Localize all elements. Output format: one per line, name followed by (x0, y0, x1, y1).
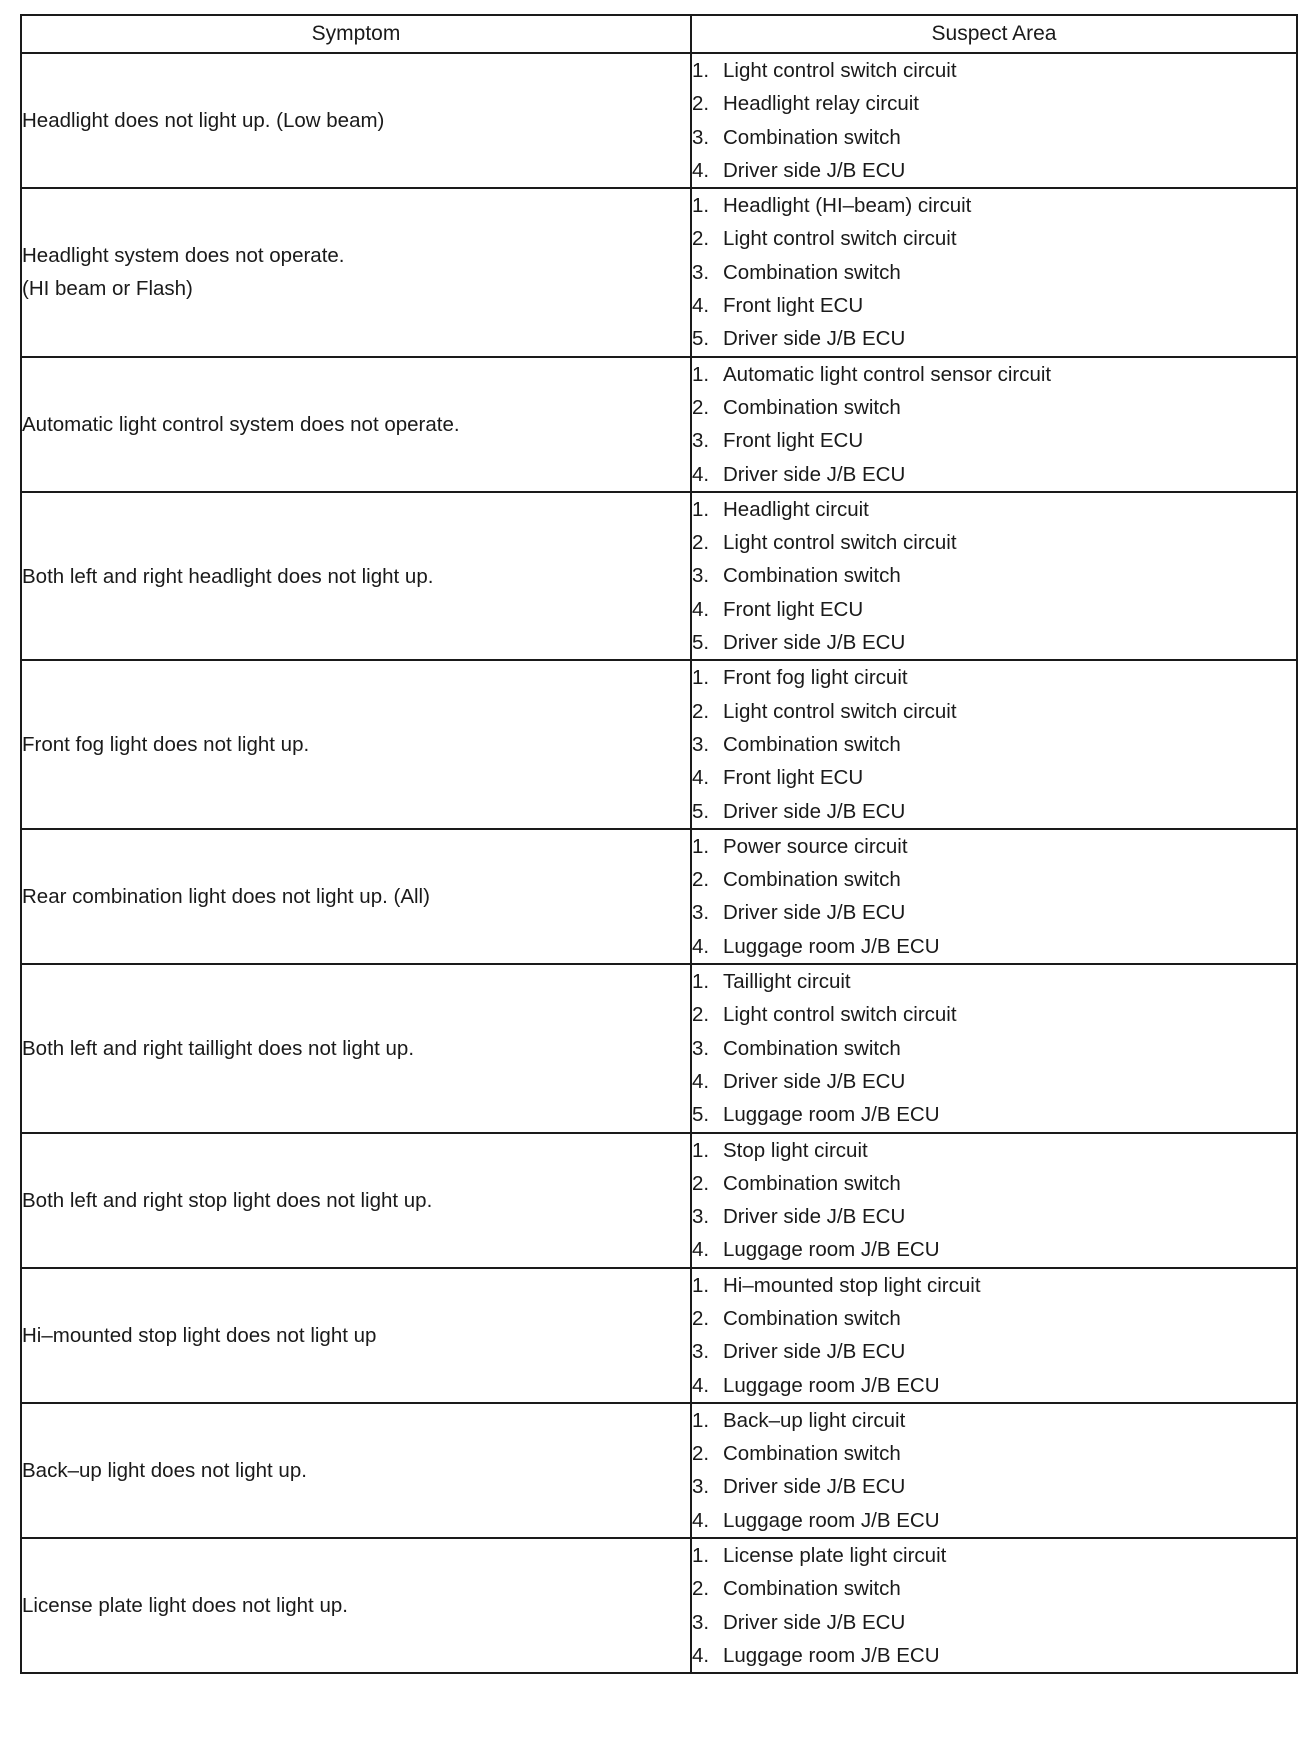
suspect-area-text: Driver side J/B ECU (723, 1069, 906, 1093)
item-number: 4. (692, 597, 710, 621)
item-number: 5. (692, 799, 710, 823)
suspect-area-list (692, 189, 1296, 355)
item-number: 3. (692, 732, 710, 756)
item-number: 2. (692, 227, 710, 251)
table-row (21, 964, 1297, 1132)
list-item (692, 728, 1296, 761)
item-number: 1. (692, 497, 710, 521)
item-number: 4. (692, 934, 710, 958)
suspect-area-text: Combination switch (723, 564, 901, 588)
suspect-area-text: Stop light circuit (723, 1138, 868, 1162)
suspect-area-text: Taillight circuit (723, 970, 851, 994)
suspect-area-list (692, 1539, 1296, 1672)
list-item (692, 1404, 1296, 1437)
item-number: 4. (692, 1069, 710, 1093)
suspect-area-cell (691, 829, 1297, 964)
list-item (692, 795, 1296, 828)
symptom-text: Hi–mounted stop light does not light up (22, 1323, 377, 1347)
list-item (692, 424, 1296, 457)
symptom-text: Front fog light does not light up. (22, 733, 310, 757)
suspect-area-text: Driver side J/B ECU (723, 158, 906, 182)
table-row (21, 1403, 1297, 1538)
symptom-text: Both left and right stop light does not light up. (22, 1188, 433, 1212)
suspect-area-text: Light control switch circuit (723, 531, 957, 555)
suspect-area-cell (691, 1403, 1297, 1538)
suspect-area-text: Hi–mounted stop light circuit (723, 1273, 981, 1297)
list-item (692, 1134, 1296, 1167)
item-number: 3. (692, 1205, 710, 1229)
list-item (692, 559, 1296, 592)
item-number: 1. (692, 1273, 710, 1297)
list-item (692, 1302, 1296, 1335)
list-item (692, 1639, 1296, 1672)
item-number: 3. (692, 1036, 710, 1060)
item-number: 3. (692, 1610, 710, 1634)
item-number: 1. (692, 1544, 710, 1568)
item-number: 1. (692, 1138, 710, 1162)
table-row (21, 188, 1297, 356)
suspect-area-cell (691, 357, 1297, 492)
list-item (692, 965, 1296, 998)
list-item (692, 493, 1296, 526)
symptom-cell (21, 829, 691, 964)
suspect-area-text: Combination switch (723, 125, 901, 149)
list-item (692, 896, 1296, 929)
list-item (692, 830, 1296, 863)
list-item (692, 1032, 1296, 1065)
list-item (692, 458, 1296, 491)
list-item (692, 222, 1296, 255)
suspect-area-text: Front light ECU (723, 597, 864, 621)
suspect-area-cell (691, 53, 1297, 188)
list-item (692, 863, 1296, 896)
item-number: 2. (692, 92, 710, 116)
list-item (692, 189, 1296, 222)
suspect-area-text: Combination switch (723, 260, 901, 284)
suspect-area-text: Driver side J/B ECU (723, 1205, 906, 1229)
symptom-cell (21, 492, 691, 660)
list-item (692, 593, 1296, 626)
suspect-area-cell (691, 1538, 1297, 1673)
list-item (692, 1065, 1296, 1098)
table-row (21, 53, 1297, 188)
list-item (692, 695, 1296, 728)
symptom-text: License plate light does not light up. (22, 1594, 348, 1618)
item-number: 4. (692, 158, 710, 182)
table-header-row (21, 15, 1297, 53)
item-number: 2. (692, 1442, 710, 1466)
suspect-area-text: Combination switch (723, 868, 901, 892)
symptom-cell (21, 1538, 691, 1673)
item-number: 1. (692, 1408, 710, 1432)
suspect-area-list (692, 1404, 1296, 1537)
symptom-text: (HI beam or Flash) (22, 277, 193, 301)
list-item (692, 322, 1296, 355)
table-row (21, 829, 1297, 964)
list-item (692, 1504, 1296, 1537)
suspect-area-text: Light control switch circuit (723, 1003, 957, 1027)
list-item (692, 358, 1296, 391)
item-number: 3. (692, 901, 710, 925)
symptom-cell (21, 964, 691, 1132)
item-number: 2. (692, 1003, 710, 1027)
suspect-area-text: Combination switch (723, 1171, 901, 1195)
suspect-area-text: Driver side J/B ECU (723, 462, 906, 486)
suspect-area-list (692, 830, 1296, 963)
item-number: 1. (692, 362, 710, 386)
list-item (692, 1572, 1296, 1605)
symptom-cell (21, 53, 691, 188)
suspect-area-text: License plate light circuit (723, 1544, 947, 1568)
suspect-area-list (692, 1269, 1296, 1402)
symptom-cell (21, 188, 691, 356)
suspect-area-column-header: Suspect Area (691, 15, 1297, 53)
suspect-area-text: Luggage room J/B ECU (723, 1508, 940, 1532)
symptom-text: Headlight system does not operate. (22, 244, 345, 268)
item-number: 3. (692, 125, 710, 149)
table-row (21, 1268, 1297, 1403)
list-item (692, 121, 1296, 154)
symptom-cell (21, 660, 691, 828)
list-item (692, 256, 1296, 289)
suspect-area-text: Back–up light circuit (723, 1408, 906, 1432)
suspect-area-text: Luggage room J/B ECU (723, 1103, 940, 1127)
item-number: 3. (692, 429, 710, 453)
item-number: 2. (692, 1171, 710, 1195)
list-item (692, 154, 1296, 187)
suspect-area-cell (691, 964, 1297, 1132)
item-number: 5. (692, 327, 710, 351)
symptom-text: Back–up light does not light up. (22, 1458, 307, 1482)
item-number: 4. (692, 1508, 710, 1532)
suspect-area-cell (691, 492, 1297, 660)
table-row (21, 492, 1297, 660)
table-row (21, 357, 1297, 492)
item-number: 2. (692, 395, 710, 419)
list-item (692, 1437, 1296, 1470)
item-number: 3. (692, 260, 710, 284)
suspect-area-list (692, 358, 1296, 491)
symptom-text: Both left and right headlight does not light up. (22, 564, 434, 588)
item-number: 4. (692, 1643, 710, 1667)
item-number: 4. (692, 462, 710, 486)
suspect-area-cell (691, 1268, 1297, 1403)
list-item (692, 391, 1296, 424)
suspect-area-text: Power source circuit (723, 834, 908, 858)
list-item (692, 1369, 1296, 1402)
suspect-area-list (692, 1134, 1296, 1267)
item-number: 4. (692, 766, 710, 790)
list-item (692, 1167, 1296, 1200)
list-item (692, 87, 1296, 120)
suspect-area-list (692, 54, 1296, 187)
list-item (692, 1335, 1296, 1368)
list-item (692, 626, 1296, 659)
suspect-area-text: Combination switch (723, 1442, 901, 1466)
suspect-area-text: Driver side J/B ECU (723, 327, 906, 351)
list-item (692, 1200, 1296, 1233)
list-item (692, 1470, 1296, 1503)
item-number: 3. (692, 1475, 710, 1499)
suspect-area-text: Headlight (HI–beam) circuit (723, 194, 972, 218)
symptom-cell (21, 1268, 691, 1403)
item-number: 2. (692, 868, 710, 892)
list-item (692, 54, 1296, 87)
symptom-column-header: Symptom (21, 15, 691, 53)
suspect-area-text: Automatic light control sensor circuit (723, 362, 1052, 386)
symptom-text: Both left and right taillight does not light up. (22, 1036, 415, 1060)
item-number: 3. (692, 1340, 710, 1364)
suspect-area-text: Combination switch (723, 1577, 901, 1601)
problem-symptoms-table (20, 14, 1298, 1674)
suspect-area-text: Headlight circuit (723, 497, 869, 521)
symptom-text: Headlight does not light up. (Low beam) (22, 109, 385, 133)
suspect-area-text: Front light ECU (723, 766, 864, 790)
list-item (692, 1098, 1296, 1131)
list-item (692, 761, 1296, 794)
item-number: 5. (692, 631, 710, 655)
suspect-area-text: Combination switch (723, 1306, 901, 1330)
suspect-area-text: Luggage room J/B ECU (723, 1238, 940, 1262)
item-number: 2. (692, 699, 710, 723)
symptom-cell (21, 357, 691, 492)
item-number: 3. (692, 564, 710, 588)
item-number: 1. (692, 194, 710, 218)
suspect-area-text: Driver side J/B ECU (723, 799, 906, 823)
symptom-text: Automatic light control system does not operate. (22, 412, 460, 436)
list-item (692, 1269, 1296, 1302)
item-number: 1. (692, 666, 710, 690)
list-item (692, 1233, 1296, 1266)
suspect-area-cell (691, 660, 1297, 828)
item-number: 4. (692, 1373, 710, 1397)
item-number: 4. (692, 1238, 710, 1262)
list-item (692, 1539, 1296, 1572)
suspect-area-text: Front fog light circuit (723, 666, 908, 690)
list-item (692, 526, 1296, 559)
item-number: 1. (692, 59, 710, 82)
table-row (21, 1538, 1297, 1673)
item-number: 4. (692, 294, 710, 318)
list-item (692, 661, 1296, 694)
suspect-area-text: Driver side J/B ECU (723, 1340, 906, 1364)
item-number: 2. (692, 1306, 710, 1330)
suspect-area-text: Driver side J/B ECU (723, 1475, 906, 1499)
symptom-text: Rear combination light does not light up. (All) (22, 884, 430, 908)
suspect-area-list (692, 493, 1296, 659)
suspect-area-text: Front light ECU (723, 294, 864, 318)
suspect-area-text: Light control switch circuit (723, 699, 957, 723)
list-item (692, 998, 1296, 1031)
item-number: 1. (692, 834, 710, 858)
item-number: 2. (692, 1577, 710, 1601)
suspect-area-text: Front light ECU (723, 429, 864, 453)
table-row (21, 1133, 1297, 1268)
list-item (692, 289, 1296, 322)
suspect-area-text: Luggage room J/B ECU (723, 934, 940, 958)
item-number: 2. (692, 531, 710, 555)
suspect-area-text: Light control switch circuit (723, 227, 957, 251)
suspect-area-text: Headlight relay circuit (723, 92, 919, 116)
list-item (692, 1606, 1296, 1639)
list-item (692, 930, 1296, 963)
suspect-area-cell (691, 1133, 1297, 1268)
suspect-area-list (692, 661, 1296, 827)
suspect-area-text: Driver side J/B ECU (723, 1610, 906, 1634)
suspect-area-text: Combination switch (723, 395, 901, 419)
item-number: 1. (692, 970, 710, 994)
suspect-area-text: Combination switch (723, 732, 901, 756)
table-body (21, 53, 1297, 1673)
suspect-area-text: Luggage room J/B ECU (723, 1643, 940, 1667)
suspect-area-text: Luggage room J/B ECU (723, 1373, 940, 1397)
suspect-area-text: Light control switch circuit (723, 59, 957, 82)
suspect-area-text: Driver side J/B ECU (723, 901, 906, 925)
item-number: 5. (692, 1103, 710, 1127)
symptom-cell (21, 1133, 691, 1268)
suspect-area-cell (691, 188, 1297, 356)
suspect-area-list (692, 965, 1296, 1131)
suspect-area-text: Combination switch (723, 1036, 901, 1060)
suspect-area-text: Driver side J/B ECU (723, 631, 906, 655)
table-row (21, 660, 1297, 828)
symptom-cell (21, 1403, 691, 1538)
